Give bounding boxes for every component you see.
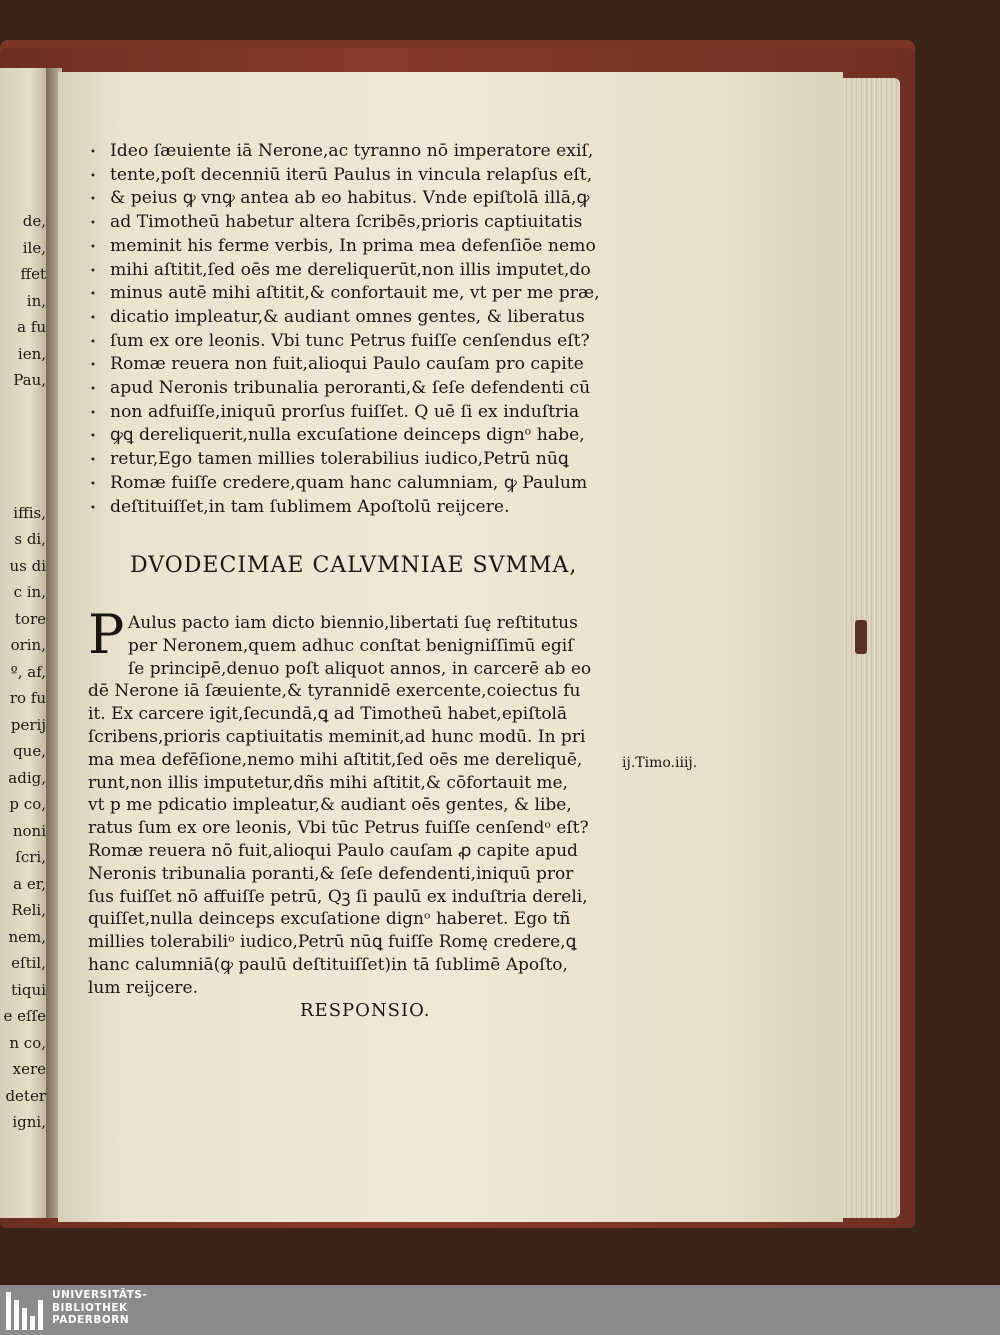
text-line: ſus fuiſſet nō affuiſſe petrū, Qꝫ ſi paulū ex induſtria dereli, — [88, 886, 588, 907]
left-fragment: xere — [12, 1060, 46, 1078]
left-page-fragments — [0, 208, 46, 1136]
text-line: it. Ex carcere igit,ſecundā,ꝗ ad Timotheū habet,epiſtolā — [88, 704, 568, 725]
left-fragment — [0, 420, 46, 447]
text-line: Romæ reuera nō fuit,alioqui Paulo cauſam ꝓ capite apud — [88, 840, 578, 861]
drop-capital: P — [88, 603, 125, 666]
text-line: • dicatio impleatur,& audiant omnes gentes, & liberatus — [110, 306, 630, 330]
left-fragment: iffis, — [13, 503, 46, 522]
text-line: • Romæ fuiſſe credere,quam hanc calumniam, ꝙ Paulum — [110, 472, 630, 496]
library-name-line1: UNIVERSITÄTS- — [52, 1289, 148, 1301]
left-fragment: ien, — [17, 344, 46, 363]
text-line: vt p me pdicatio impleatur,& audiant oēs gentes, & libe, — [88, 795, 572, 816]
page-edges — [838, 78, 900, 1218]
left-fragment: perij — [10, 715, 46, 734]
text-line: • ad Timotheū habetur altera ſcribēs,prioris captiuitatis — [110, 211, 630, 235]
library-logo-icon — [6, 1292, 46, 1330]
left-fragment: deter — [5, 1086, 46, 1105]
left-fragment: c in, — [13, 583, 46, 601]
text-line: dē Nerone iā ſæuiente,& tyrannidē exercente,coiectus fu — [88, 681, 581, 702]
text-line: ſe principē,denuo poſt aliquot annos, in carcerē ab eo — [128, 658, 592, 679]
paragraph-summary — [88, 612, 633, 1000]
text-line: ratus ſum ex ore leonis, Vbi tūc Petrus fuiſſe cenſendᵒ eſt? — [88, 818, 589, 839]
text-line: quiſſet,nulla deinceps excuſatione dignᵒ haberet. Ego tñ — [88, 909, 571, 930]
text-line: • & peius ꝙ vnꝙ antea ab eo habitus. Vnde epiſtolā illā,ꝙ — [110, 187, 630, 211]
left-fragment: Pau, — [13, 371, 46, 389]
text-line: • Romæ reuera non fuit,alioqui Paulo cauſam pro capite — [110, 353, 630, 377]
left-fragment: adig, — [8, 768, 46, 787]
left-fragment: de, — [22, 212, 46, 230]
left-fragment: Reli, — [11, 901, 46, 919]
text-line: • ſum ex ore leonis. Vbi tunc Petrus fuiſſe cenſendus eſt? — [110, 330, 630, 354]
left-page — [0, 68, 50, 1218]
text-line: • deſtituiſſet,in tam ſublimem Apoſtolū reijcere. — [110, 496, 630, 520]
text-line: Aulus pacto iam dicto biennio,libertati ſuę reſtitutus — [128, 613, 578, 633]
left-fragment: e eſſe — [3, 1007, 46, 1025]
text-line: Neronis tribunalia poranti,& ſeſe defendenti,iniquū pror — [88, 863, 574, 884]
left-fragment: ſcri, — [15, 848, 46, 866]
left-fragment: orin, — [10, 636, 46, 654]
left-fragment — [0, 394, 46, 421]
left-fragment: igni, — [12, 1113, 46, 1131]
text-line: per Neronem,quem adhuc conſtat benigniſſimū egiſ — [128, 635, 574, 656]
text-line: • apud Neronis tribunalia peroranti,& ſeſe defendenti cū — [110, 377, 630, 401]
left-fragment: noni — [12, 821, 46, 840]
left-fragment: n co, — [9, 1033, 46, 1052]
text-line: runt,non illis imputetur,dñs mihi aſtitit,& cōfortauit me, — [88, 772, 569, 793]
left-fragment — [0, 447, 46, 474]
bookmark-tab — [855, 620, 867, 654]
left-fragment: tore — [14, 609, 46, 628]
left-fragment: ffet — [20, 265, 46, 283]
text-line: lum reijcere. — [88, 977, 198, 998]
left-fragment: a er, — [13, 874, 46, 893]
left-fragment: us di — [9, 556, 46, 575]
library-footer — [0, 1285, 1000, 1335]
left-fragment — [0, 473, 46, 500]
text-line: • minus autē mihi aſtitit,& confortauit me, vt per me præ, — [110, 282, 630, 306]
text-line: hanc calumniā(ꝙ paulū deſtituiſſet)in tā ſublimē Apoſto, — [88, 954, 568, 975]
text-line: • non adfuiſſe,iniquū prorſus fuiſſet. Q uē ſi ex induſtria — [110, 401, 630, 425]
text-line: • ꝙꝗ dereliquerit,nulla excuſatione deinceps dignᵒ habe, — [110, 424, 630, 448]
text-line: • mihi aſtitit,ſed oēs me dereliquerūt,non illis imputet,do — [110, 259, 630, 283]
left-fragment: º, af, — [10, 662, 46, 681]
response-heading: RESPONSIO. — [300, 1000, 431, 1021]
text-line: • tente,poſt decenniū iterū Paulus in vincula relapſus eſt, — [110, 164, 630, 188]
left-fragment: tiqui — [11, 980, 46, 999]
text-line: • Ideo ſæuiente iā Nerone,ac tyranno nō imperatore exiſ, — [110, 140, 630, 164]
text-line: • retur,Ego tamen millies tolerabilius iudico,Petrū nūꝗ — [110, 448, 630, 472]
left-fragment: eſtil, — [11, 954, 46, 972]
text-line: ſcribens,prioris captiuitatis meminit,ad hunc modū. In pri — [88, 726, 586, 747]
left-fragment: que, — [13, 742, 46, 760]
left-fragment: a fu — [17, 318, 46, 336]
text-line: • meminit his ferme verbis, In prima mea defenſiōe nemo — [110, 235, 630, 259]
left-fragment: ile, — [22, 238, 46, 257]
library-name-line3: PADERBORN — [52, 1314, 130, 1326]
section-heading: DVODECIMAE CALVMNIAE SVMMA, — [130, 553, 578, 578]
left-fragment: in, — [26, 291, 46, 310]
paragraph-main-top — [110, 140, 630, 519]
library-name-line2: BIBLIOTHEK — [52, 1301, 128, 1314]
text-line: millies tolerabiliᵒ iudico,Petrū nūꝗ fuiſſe Romę credere,ꝗ — [88, 932, 577, 953]
library-name — [52, 1289, 147, 1327]
left-fragment: nem, — [8, 927, 46, 946]
text-line: ma mea defēſione,nemo mihi aſtitit,ſed oēs me dereliquē, — [88, 749, 583, 770]
left-fragment: s di, — [14, 530, 46, 548]
marginal-note: ij.Timo.iiij. — [622, 755, 698, 771]
left-fragment: p co, — [9, 795, 46, 813]
left-fragment: ro fu — [9, 689, 46, 707]
